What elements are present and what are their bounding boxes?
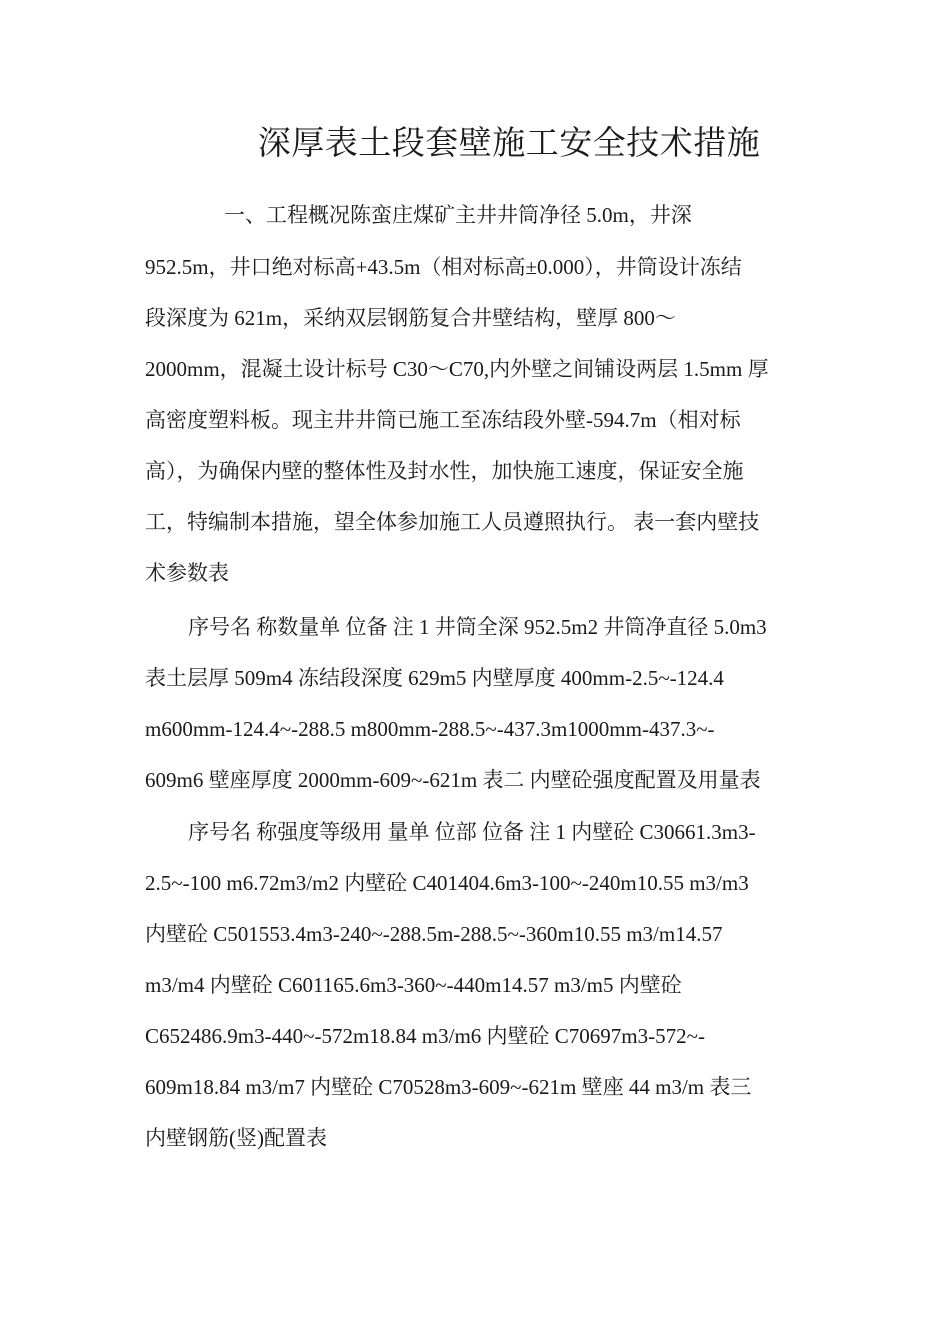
text-line: 序号名 称数量单 位备 注 1 井筒全深 952.5m2 井筒净直径 5.0m3 <box>188 615 767 639</box>
text-line: 内壁砼 C501553.4m3-240~-288.5m-288.5~-360m10.55 m3/m14.57 <box>145 922 723 946</box>
text-line: 段深度为 621m，采纳双层钢筋复合井壁结构，壁厚 800～ <box>145 306 676 330</box>
text-line: m600mm-124.4~-288.5 m800mm-288.5~-437.3m1000mm-437.3~- <box>145 717 715 741</box>
text-line: m3/m4 内壁砼 C601165.6m3-360~-440m14.57 m3/m5 内壁砼 <box>145 973 682 997</box>
text-line: 内壁钢筋(竖)配置表 <box>145 1126 327 1150</box>
text-line: 高密度塑料板。现主井井筒已施工至冻结段外壁-594.7m（相对标 <box>145 408 741 432</box>
text-line: 2000mm，混凝土设计标号 C30～C70,内外壁之间铺设两层 1.5mm 厚 <box>145 357 769 381</box>
text-line: 工，特编制本措施，望全体参加施工人员遵照执行。 表一套内壁技 <box>145 510 760 534</box>
text-line: 序号名 称强度等级用 量单 位部 位备 注 1 内壁砼 C30661.3m3- <box>188 820 756 844</box>
text-line: 一、工程概况陈蛮庄煤矿主井井筒净径 5.0m，井深 <box>224 203 692 227</box>
text-line: 2.5~-100 m6.72m3/m2 内壁砼 C401404.6m3-100~-240m10.55 m3/m3 <box>145 871 749 895</box>
text-line: 术参数表 <box>145 561 229 585</box>
text-line: 609m6 壁座厚度 2000mm-609~-621m 表二 内壁砼强度配置及用量表 <box>145 768 761 792</box>
text-line: C652486.9m3-440~-572m18.84 m3/m6 内壁砼 C70697m3-572~- <box>145 1024 705 1048</box>
document-title: 深厚表土段套壁施工安全技术措施 <box>257 126 761 162</box>
text-line: 高），为确保内壁的整体性及封水性，加快施工速度，保证安全施 <box>145 459 744 483</box>
text-line: 952.5m，井口绝对标高+43.5m（相对标高±0.000），井筒设计冻结 <box>145 255 742 279</box>
text-line: 表土层厚 509m4 冻结段深度 629m5 内壁厚度 400mm-2.5~-124.4 <box>145 666 724 690</box>
text-line: 609m18.84 m3/m7 内壁砼 C70528m3-609~-621m 壁座 44 m3/m 表三 <box>145 1075 752 1099</box>
